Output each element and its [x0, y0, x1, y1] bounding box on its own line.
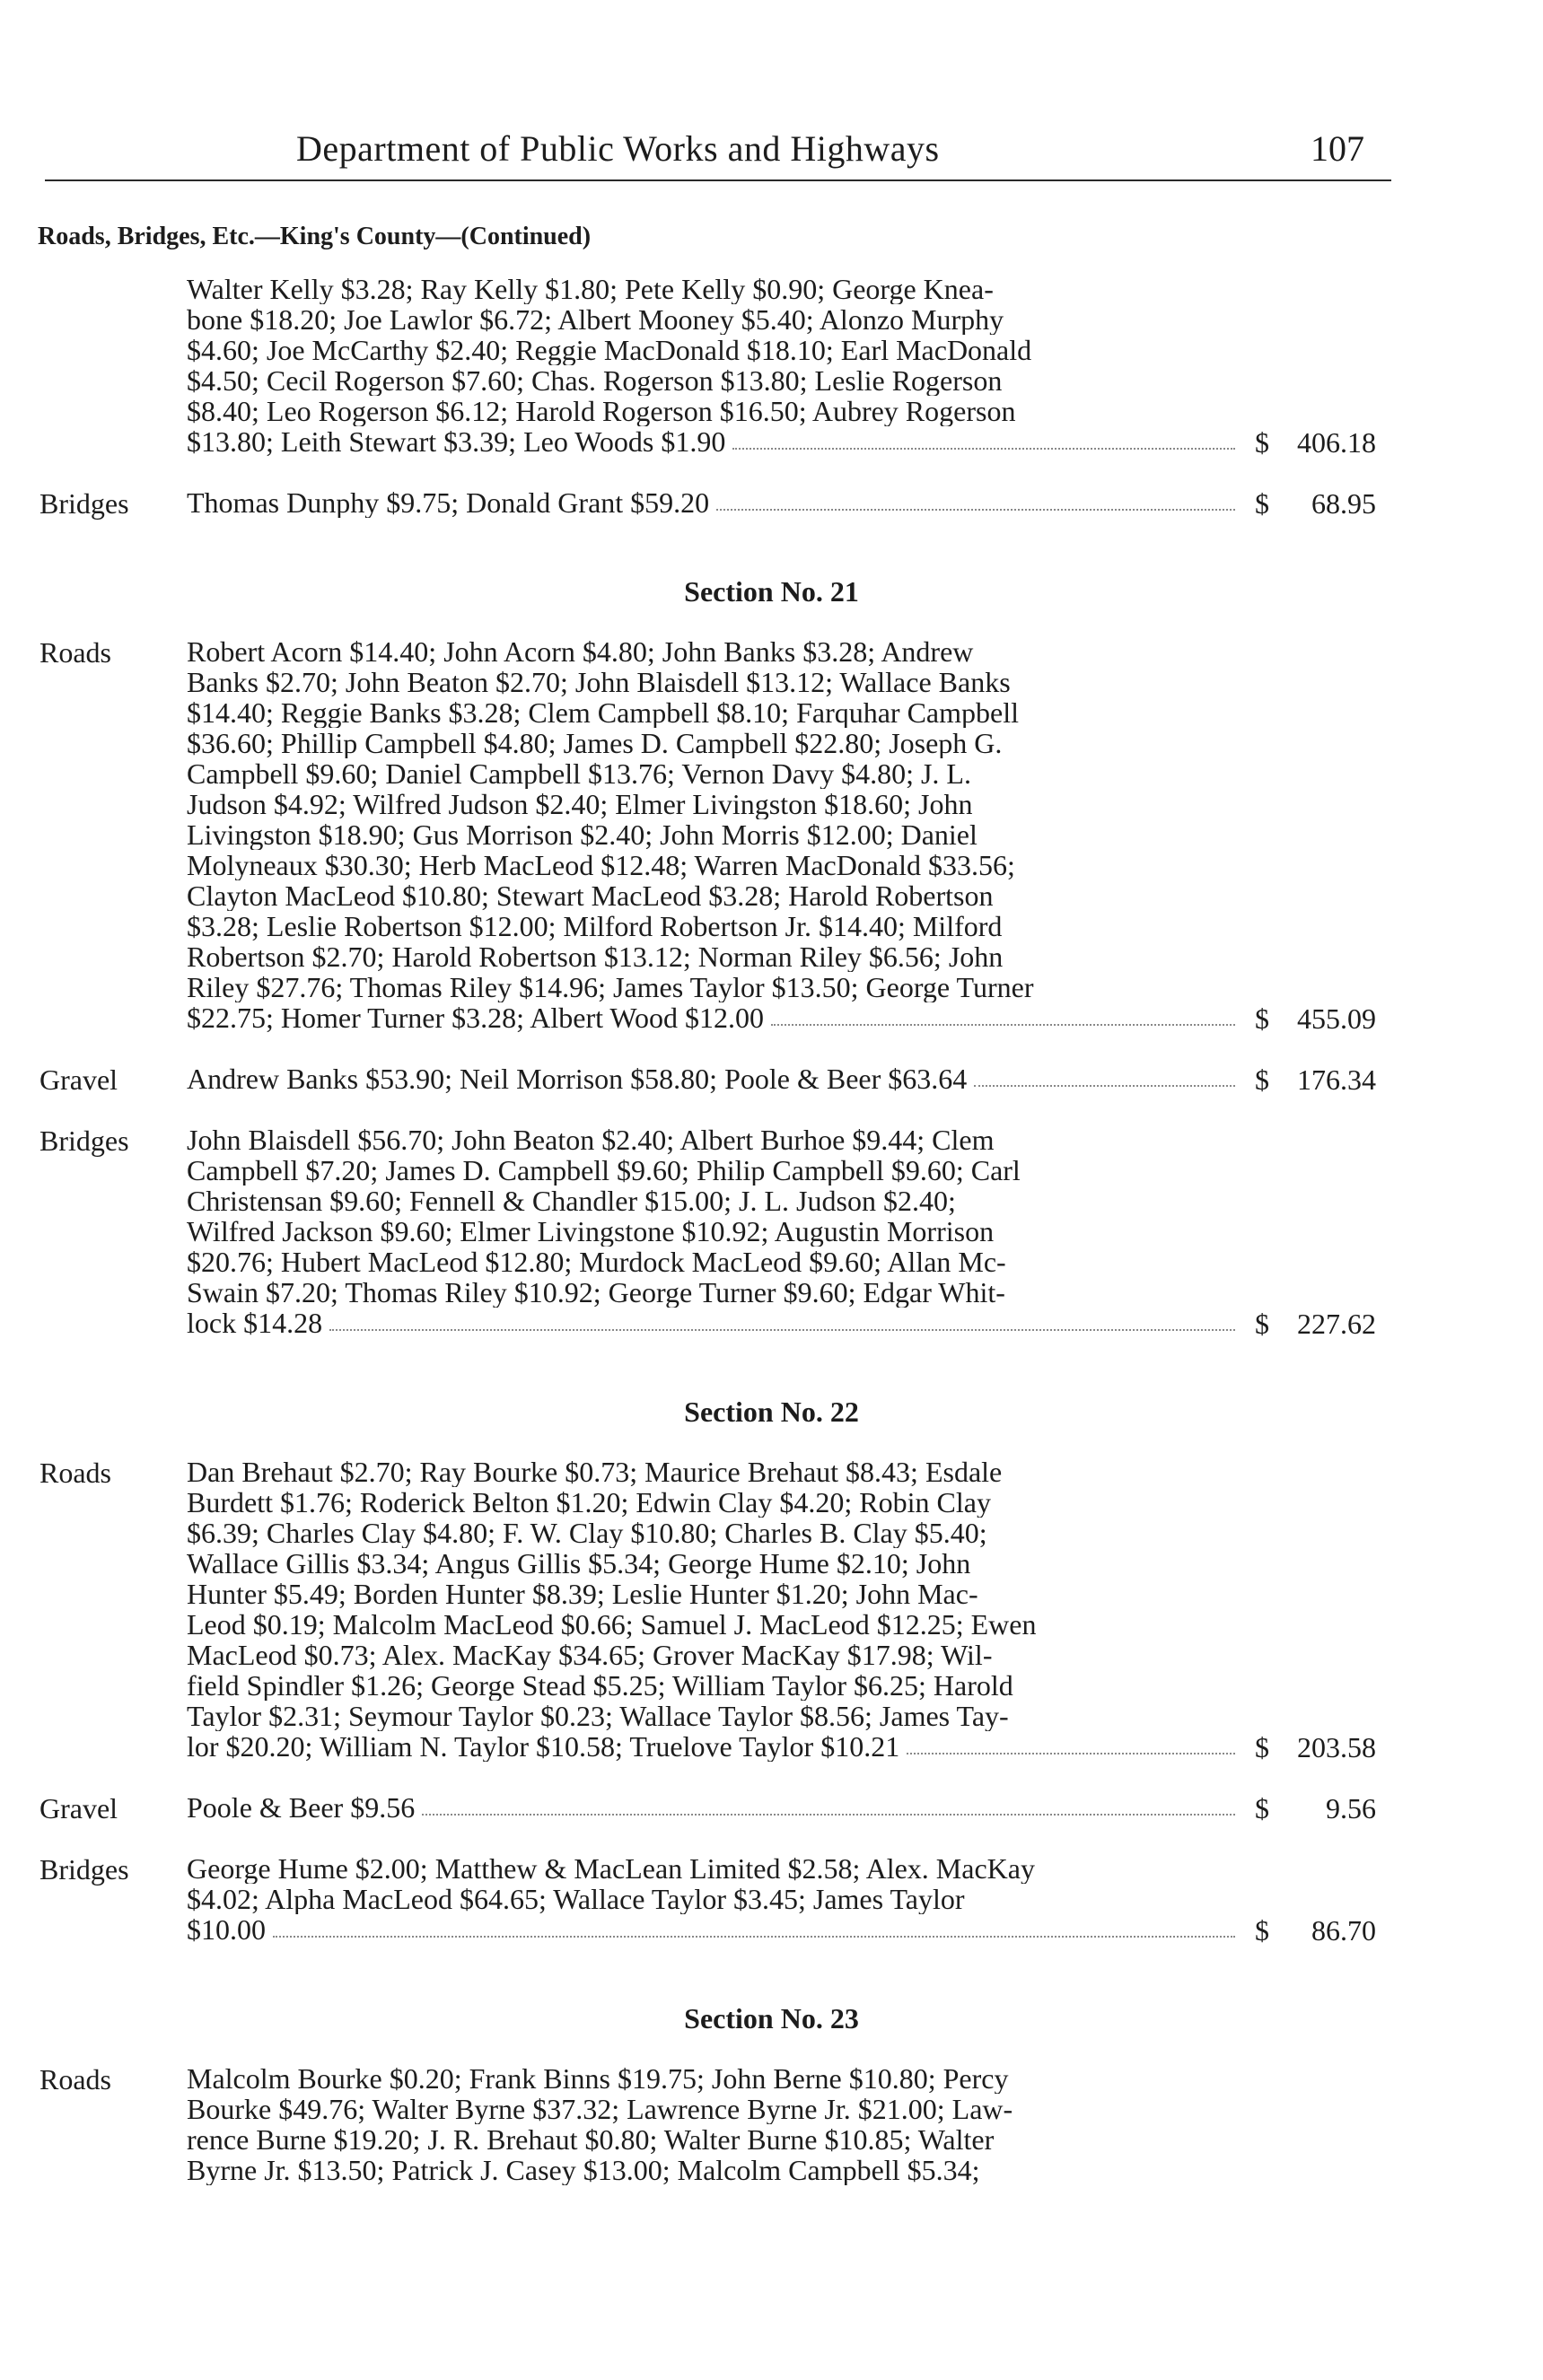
- entry-category-label: Roads: [39, 1457, 111, 1489]
- page-header: [0, 127, 1543, 172]
- entry-text-line: Wallace Gillis $3.34; Angus Gillis $5.34; George Hume $2.10; John: [187, 1548, 971, 1579]
- dot-leader: [974, 1084, 1235, 1087]
- entry-text-line: Burdett $1.76; Roderick Belton $1.20; Edwin Clay $4.20; Robin Clay: [187, 1487, 991, 1518]
- section-heading: Section No. 23: [684, 2002, 859, 2034]
- dot-leader: [273, 1935, 1235, 1938]
- entry-text-fragment: lor $20.20; William N. Taylor $10.58; Truelove Taylor $10.21: [187, 1731, 900, 1762]
- entry-text-line: Byrne Jr. $13.50; Patrick J. Casey $13.00; Malcolm Campbell $5.34;: [187, 2155, 980, 2185]
- amount-value: 455.09: [1297, 1002, 1376, 1035]
- entry-text-line: $3.28; Leslie Robertson $12.00; Milford Robertson Jr. $14.40; Milford: [187, 911, 1003, 941]
- entry-text-fragment: $13.80; Leith Stewart $3.39; Leo Woods $1.90: [187, 426, 726, 457]
- entry-payee-list: [187, 1853, 1235, 1945]
- entry-text-fragment: Andrew Banks $53.90; Neil Morrison $58.80; Poole & Beer $63.64: [187, 1063, 968, 1094]
- amount-value: 176.34: [1297, 1063, 1376, 1096]
- entry-text-line: $4.50; Cecil Rogerson $7.60; Chas. Rogerson $13.80; Leslie Rogerson: [187, 365, 1003, 396]
- entry-text-line: [187, 1308, 1235, 1338]
- entry-text-line: [187, 1914, 1235, 1945]
- entry-text-line: [187, 487, 1235, 518]
- entry-text-line: $14.40; Reggie Banks $3.28; Clem Campbell $8.10; Farquhar Campbell: [187, 697, 1019, 728]
- dot-leader: [716, 508, 1235, 511]
- entry-text-line: Dan Brehaut $2.70; Ray Bourke $0.73; Maurice Brehaut $8.43; Esdale: [187, 1457, 1003, 1487]
- entry-text-line: [187, 1002, 1235, 1033]
- entry-text-line: bone $18.20; Joe Lawlor $6.72; Albert Mooney $5.40; Alonzo Murphy: [187, 304, 1004, 335]
- entry-payee-list: [187, 2063, 1235, 2185]
- currency-symbol: $: [1255, 1063, 1269, 1096]
- entry-category-label: Roads: [39, 2063, 111, 2096]
- dot-leader: [771, 1023, 1235, 1026]
- entry-text-line: Taylor $2.31; Seymour Taylor $0.23; Wallace Taylor $8.56; James Tay-: [187, 1701, 1009, 1731]
- entry-payee-list: [187, 274, 1235, 457]
- entry-text-line: George Hume $2.00; Matthew & MacLean Limited $2.58; Alex. MacKay: [187, 1853, 1035, 1884]
- section-heading: Section No. 21: [684, 575, 859, 608]
- entry-text-line: $36.60; Phillip Campbell $4.80; James D. Campbell $22.80; Joseph G.: [187, 728, 1003, 758]
- amount-value: 9.56: [1326, 1792, 1376, 1824]
- entry-text-line: Campbell $9.60; Daniel Campbell $13.76; Vernon Davy $4.80; J. L.: [187, 758, 971, 789]
- entry-payee-list: [187, 1792, 1235, 1823]
- entry-text-line: rence Burne $19.20; J. R. Brehaut $0.80; Walter Burne $10.85; Walter: [187, 2124, 995, 2155]
- entry-text-line: Wilfred Jackson $9.60; Elmer Livingstone $10.92; Augustin Morrison: [187, 1216, 995, 1247]
- entry-text-fragment: Poole & Beer $9.56: [187, 1792, 416, 1823]
- entry-category-label: Bridges: [39, 487, 129, 520]
- amount-value: 406.18: [1297, 426, 1376, 459]
- entry-text-fragment: Thomas Dunphy $9.75; Donald Grant $59.20: [187, 487, 710, 518]
- amount-value: 68.95: [1311, 487, 1376, 520]
- entry-text-fragment: $22.75; Homer Turner $3.28; Albert Wood $12.00: [187, 1002, 765, 1033]
- entry-text-line: field Spindler $1.26; George Stead $5.25; William Taylor $6.25; Harold: [187, 1670, 1013, 1701]
- entry-text-line: $8.40; Leo Rogerson $6.12; Harold Rogerson $16.50; Aubrey Rogerson: [187, 396, 1016, 426]
- entry-text-fragment: lock $14.28: [187, 1308, 323, 1338]
- entry-text-line: Molyneaux $30.30; Herb MacLeod $12.48; Warren MacDonald $33.56;: [187, 850, 1015, 880]
- entry-text-line: Bourke $49.76; Walter Byrne $37.32; Lawrence Byrne Jr. $21.00; Law-: [187, 2094, 1013, 2124]
- entry-payee-list: [187, 636, 1235, 1033]
- entry-text-line: John Blaisdell $56.70; John Beaton $2.40; Albert Burhoe $9.44; Clem: [187, 1124, 995, 1155]
- dot-leader: [422, 1813, 1235, 1816]
- currency-symbol: $: [1255, 1308, 1269, 1340]
- header-rule: [45, 179, 1391, 181]
- entry-text-line: $20.76; Hubert MacLeod $12.80; Murdock MacLeod $9.60; Allan Mc-: [187, 1247, 1006, 1277]
- entry-text-line: Livingston $18.90; Gus Morrison $2.40; John Morris $12.00; Daniel: [187, 819, 978, 850]
- continued-heading: Roads, Bridges, Etc.—King's County—(Continued): [38, 223, 592, 250]
- entry-text-line: Judson $4.92; Wilfred Judson $2.40; Elmer Livingston $18.60; John: [187, 789, 973, 819]
- currency-symbol: $: [1255, 487, 1269, 520]
- entry-text-line: Robert Acorn $14.40; John Acorn $4.80; John Banks $3.28; Andrew: [187, 636, 974, 667]
- entry-text-line: Clayton MacLeod $10.80; Stewart MacLeod $3.28; Harold Robertson: [187, 880, 994, 911]
- entry-text-line: [187, 1731, 1235, 1762]
- entry-text-line: Campbell $7.20; James D. Campbell $9.60; Philip Campbell $9.60; Carl: [187, 1155, 1021, 1186]
- page-number: 107: [1311, 128, 1364, 169]
- dot-leader: [732, 447, 1235, 450]
- entry-payee-list: [187, 1124, 1235, 1338]
- dot-leader: [907, 1752, 1235, 1754]
- entry-text-line: [187, 1792, 1235, 1823]
- entry-text-line: [187, 426, 1235, 457]
- currency-symbol: $: [1255, 1914, 1269, 1947]
- entry-category-label: Gravel: [39, 1063, 118, 1096]
- entry-payee-list: [187, 1063, 1235, 1094]
- entry-payee-list: [187, 487, 1235, 518]
- entry-text-line: Robertson $2.70; Harold Robertson $13.12; Norman Riley $6.56; John: [187, 941, 1004, 972]
- currency-symbol: $: [1255, 426, 1269, 459]
- amount-value: 227.62: [1297, 1308, 1376, 1340]
- amount-value: 203.58: [1297, 1731, 1376, 1763]
- entry-text-line: Banks $2.70; John Beaton $2.70; John Blaisdell $13.12; Wallace Banks: [187, 667, 1011, 697]
- entry-text-line: Riley $27.76; Thomas Riley $14.96; James Taylor $13.50; George Turner: [187, 972, 1034, 1002]
- entry-payee-list: [187, 1457, 1235, 1762]
- running-title: Department of Public Works and Highways: [296, 128, 940, 169]
- section-heading: Section No. 22: [684, 1396, 859, 1428]
- currency-symbol: $: [1255, 1002, 1269, 1035]
- amount-value: 86.70: [1311, 1914, 1376, 1947]
- entry-text-fragment: $10.00: [187, 1914, 266, 1945]
- entry-category-label: Bridges: [39, 1853, 129, 1886]
- entry-category-label: Roads: [39, 636, 111, 669]
- entry-text-line: [187, 1063, 1235, 1094]
- entry-text-line: Hunter $5.49; Borden Hunter $8.39; Leslie Hunter $1.20; John Mac-: [187, 1579, 978, 1609]
- entry-text-line: MacLeod $0.73; Alex. MacKay $34.65; Grover MacKay $17.98; Wil-: [187, 1640, 993, 1670]
- entry-text-line: Swain $7.20; Thomas Riley $10.92; George Turner $9.60; Edgar Whit-: [187, 1277, 1005, 1308]
- currency-symbol: $: [1255, 1731, 1269, 1763]
- entry-category-label: Gravel: [39, 1792, 118, 1824]
- currency-symbol: $: [1255, 1792, 1269, 1824]
- entry-text-line: $4.60; Joe McCarthy $2.40; Reggie MacDonald $18.10; Earl MacDonald: [187, 335, 1032, 365]
- entry-text-line: $6.39; Charles Clay $4.80; F. W. Clay $10.80; Charles B. Clay $5.40;: [187, 1518, 987, 1548]
- entry-text-line: Leod $0.19; Malcolm MacLeod $0.66; Samuel J. MacLeod $12.25; Ewen: [187, 1609, 1037, 1640]
- entry-category-label: Bridges: [39, 1124, 129, 1157]
- entry-text-line: Walter Kelly $3.28; Ray Kelly $1.80; Pete Kelly $0.90; George Knea-: [187, 274, 994, 304]
- entry-text-line: Malcolm Bourke $0.20; Frank Binns $19.75; John Berne $10.80; Percy: [187, 2063, 1009, 2094]
- entry-text-line: $4.02; Alpha MacLeod $64.65; Wallace Taylor $3.45; James Taylor: [187, 1884, 965, 1914]
- dot-leader: [329, 1328, 1235, 1331]
- entry-text-line: Christensan $9.60; Fennell & Chandler $15.00; J. L. Judson $2.40;: [187, 1186, 956, 1216]
